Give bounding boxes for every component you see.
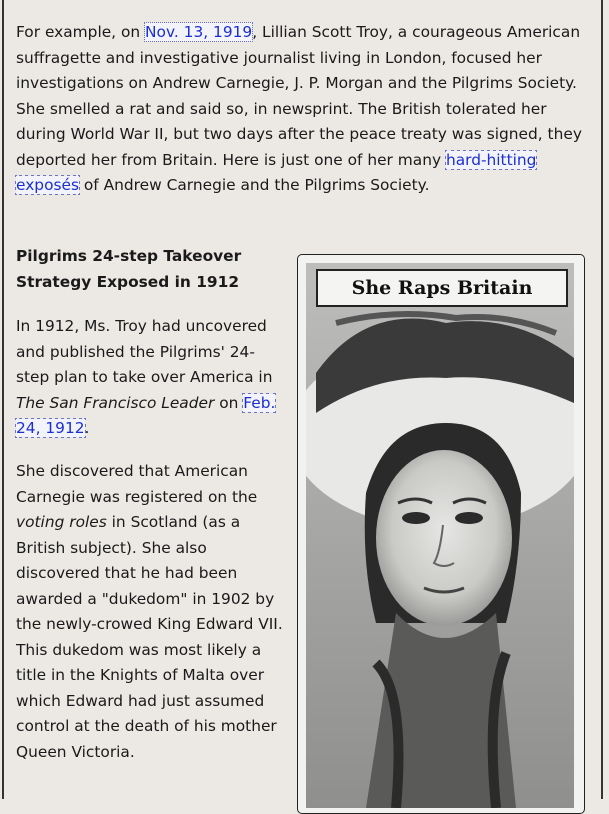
- exposes-link[interactable]: hard-hitting exposés: [16, 150, 537, 194]
- intro-text-1: For example, on: [16, 23, 146, 41]
- intro-text-3: of Andrew Carnegie and the Pilgrims Society.: [79, 176, 430, 194]
- article-content: [16, 20, 594, 199]
- newspaper-title: The San Francisco Leader: [16, 393, 215, 412]
- intro-text-2: , Lillian Scott Troy, a courageous American suffragette and investigative journalist living in London, focused her investigations on Andrew Carnegie, J. P. Morgan and the Pilgrims Society. She smelled a rat and said so, in newsprint. The British tolerated her during World War II, but two days after the peace treaty was signed, they deported her from Britain. Here is just one of her many: [16, 23, 582, 169]
- para2-rest: in Scotland (as a British subject). She also discovered that he had been awarded a "dukedom" in 1902 by the newly-crowed King Edward VII. This dukedom was most likely a title in the Knights of Malta over which Edward had just assumed control at the death of his mother Queen Victoria.: [16, 513, 283, 761]
- portrait-image: [306, 263, 574, 808]
- paragraph-carnegie: [16, 459, 286, 765]
- voting-roles-italic: voting roles: [16, 513, 107, 531]
- photo-caption: She Raps Britain: [316, 269, 568, 307]
- date-link-feb-1912[interactable]: Feb. 24, 1912: [16, 393, 276, 437]
- para1-text: In 1912, Ms. Troy had uncovered and published the Pilgrims' 24-step plan to take over America in: [16, 317, 273, 386]
- date-link-nov-1919[interactable]: Nov. 13, 1919: [145, 23, 253, 41]
- newspaper-photo: [306, 263, 574, 808]
- para1-text-2: on: [214, 393, 244, 412]
- para1-end: .: [84, 419, 90, 437]
- para2-text: She discovered that American Carnegie was registered on the: [16, 462, 258, 506]
- intro-paragraph: [16, 20, 594, 199]
- section-heading: Pilgrims 24-step Takeover Strategy Exposed in 1912: [16, 247, 242, 291]
- paragraph-1912-plan: [16, 314, 286, 442]
- photo-card: [297, 254, 585, 814]
